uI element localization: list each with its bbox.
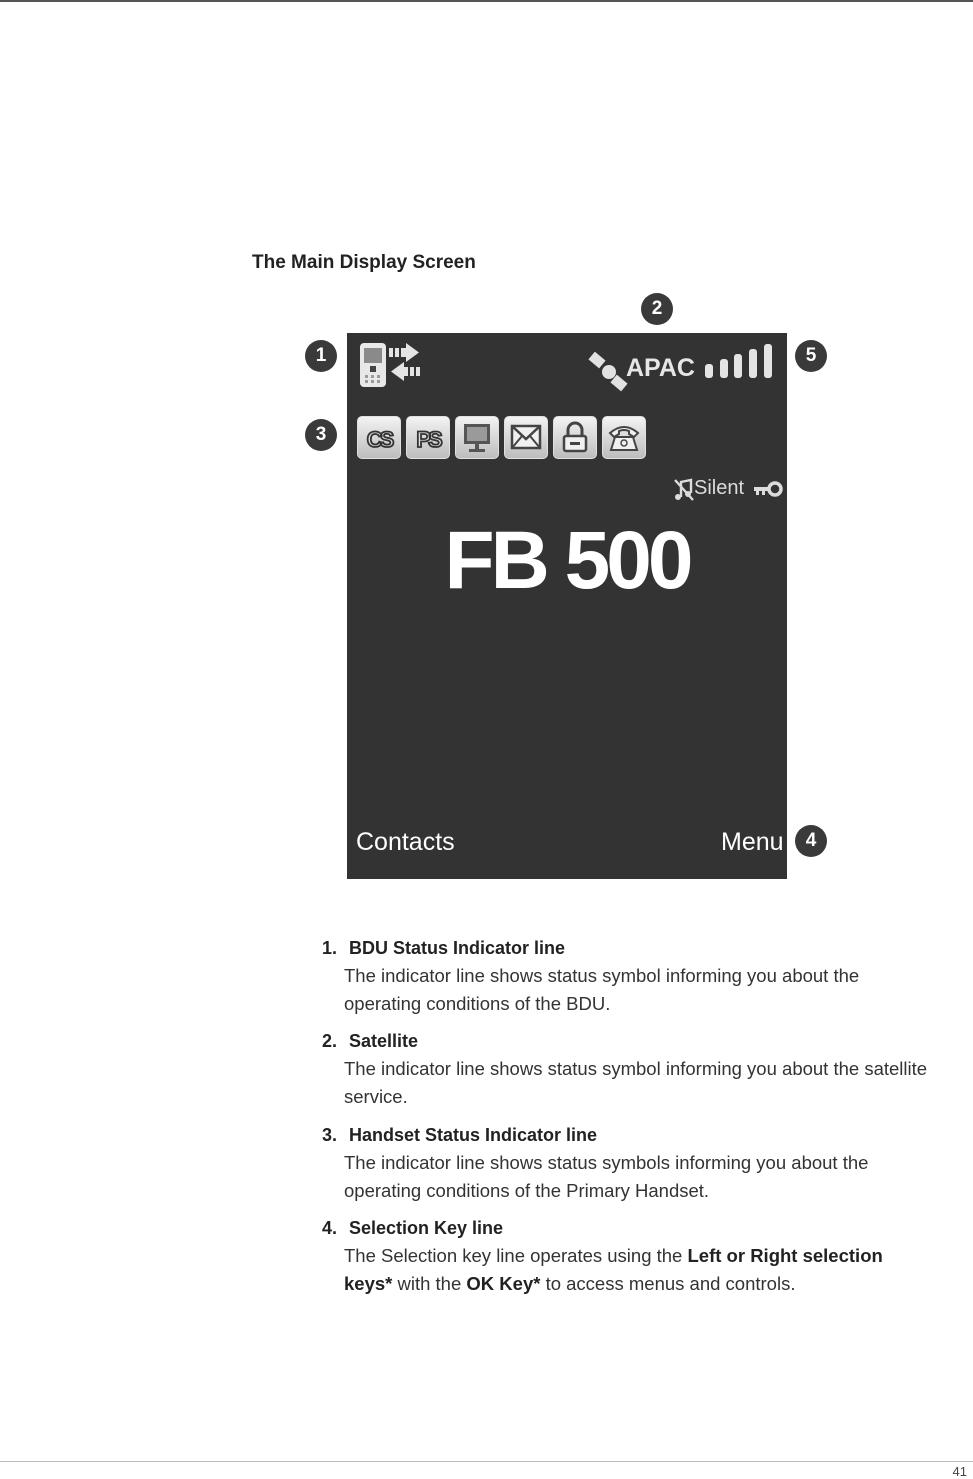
satellite-region-label: APAC (626, 354, 695, 382)
cs-icon (357, 416, 401, 459)
item-title-2: 2. Satellite (322, 1031, 419, 1051)
monitor-icon (455, 416, 499, 459)
item-title-4: 4. Selection Key line (322, 1218, 504, 1238)
keypad-lock-key-icon (753, 479, 783, 499)
softkey-contacts[interactable]: Contacts (356, 828, 455, 856)
envelope-icon (504, 416, 548, 459)
transfer-arrows-icon (388, 342, 422, 382)
ps-icon (406, 416, 450, 459)
footer-rule (0, 1461, 973, 1462)
callout-5: 5 (795, 340, 827, 372)
ps-icon-label: PS (416, 427, 440, 452)
item-body-1: The indicator line shows status symbol informing you about the operating conditions of the BDU. (344, 965, 860, 1014)
callout-1: 1 (305, 340, 337, 372)
callout-4: 4 (795, 825, 827, 857)
top-rule (0, 0, 973, 2)
item-title-1: 1. BDU Status Indicator line (322, 938, 566, 958)
satellite-icon (588, 352, 630, 392)
telephone-icon (602, 416, 646, 459)
description-item-2 (322, 1028, 973, 1110)
page-number: 41 (952, 1464, 967, 1479)
callout-2: 2 (641, 293, 673, 325)
callout-3: 3 (305, 419, 337, 451)
cs-icon-label: CS (366, 427, 392, 452)
item-title-3: 3. Handset Status Indicator line (322, 1125, 598, 1145)
item-body-3: The indicator line shows status symbols informing you about the operating conditions of the Primary Handset. (344, 1152, 869, 1201)
description-item-1 (322, 935, 973, 1017)
silent-mode-label: Silent (694, 477, 745, 499)
description-item-4 (322, 1215, 973, 1297)
section-heading: The Main Display Screen (252, 252, 476, 273)
muted-note-icon (672, 478, 696, 502)
item-body-2: The indicator line shows status symbol informing you about the satellite service. (344, 1058, 928, 1107)
lock-icon (553, 416, 597, 459)
device-name: FB 500 (444, 515, 690, 606)
description-item-3 (322, 1122, 973, 1204)
item-body-4: The Selection key line operates using the Left or Right selection keys* with the OK Key* to access menus and controls. (344, 1245, 883, 1294)
softkey-menu[interactable]: Menu (721, 828, 784, 856)
signal-strength-icon (704, 344, 776, 380)
